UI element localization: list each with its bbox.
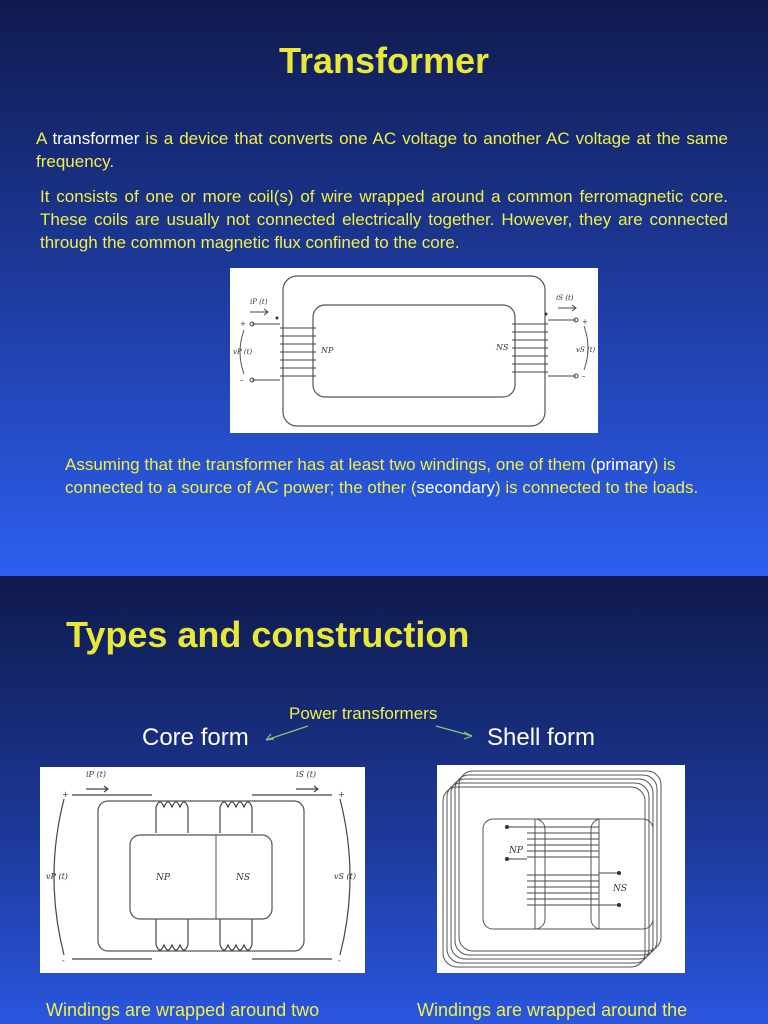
svg-text:+: + (240, 320, 246, 328)
shell-np-label: NP (509, 846, 523, 856)
core-np-label: NP (156, 873, 170, 883)
vp-label: vP (t) (233, 348, 253, 356)
svg-text:–: – (240, 376, 244, 384)
vs-label: vS (t) (576, 346, 596, 354)
core-inner (313, 305, 515, 397)
definition-keyword: transformer (52, 129, 140, 148)
transformer-diagram (230, 268, 598, 433)
core-ip-label: iP (t) (86, 770, 106, 779)
ip-label: iP (t) (250, 298, 268, 306)
svg-text:+: + (62, 790, 69, 799)
windings-text-a: Assuming that the transformer has at least two windings, one of them ( (65, 455, 597, 474)
shell-form-label: Shell form (487, 724, 596, 751)
shell-ns-label: NS (613, 884, 628, 894)
windings-text-b: ) is connected to a source of AC power; the other ( (65, 455, 676, 497)
definition-pre: A (36, 129, 53, 148)
svg-text:–: – (582, 372, 586, 380)
construction-paragraph: It consists of one or more coil(s) of wire wrapped around a common ferromagnetic core. These coils are usually not connected electrically together. However, they are connected through the common magnetic flux confined to the core. (40, 187, 728, 252)
core-form-label: Core form (142, 724, 249, 751)
core-vs-label: vS (t) (334, 872, 356, 881)
svg-text:+: + (582, 318, 588, 326)
svg-text:-: - (338, 956, 341, 965)
svg-text:+: + (338, 790, 345, 799)
definition-post: is a device that converts one AC voltage to another AC voltage at the same frequency. (36, 129, 729, 171)
windings-text-c: ) is connected to the loads. (494, 478, 699, 497)
core-is-label: iS (t) (296, 770, 317, 779)
left-arrow (266, 726, 308, 740)
shell-form-diagram (437, 765, 685, 973)
secondary-keyword: secondary (416, 478, 495, 497)
primary-keyword: primary (596, 455, 653, 474)
right-arrow (436, 726, 472, 736)
is-label: iS (t) (556, 294, 574, 302)
slide-title: Types and construction (66, 614, 470, 655)
slide-title: Transformer (278, 40, 490, 81)
power-transformers-label: Power transformers (289, 704, 438, 723)
arrows (258, 722, 478, 746)
shell-form-description: Windings are wrapped around the (417, 1000, 688, 1020)
primary-coil (252, 324, 316, 380)
ns-label: NS (496, 343, 509, 352)
core-form-diagram (40, 767, 365, 973)
slide-types-construction (0, 576, 768, 1024)
np-label: NP (321, 346, 334, 355)
secondary-coil (512, 320, 576, 376)
core-form-description: Windings are wrapped around two (46, 1000, 320, 1020)
windings-paragraph (65, 453, 705, 499)
core-vp-label: vP (t) (46, 872, 68, 881)
definition-paragraph (36, 127, 728, 173)
core-ns-label: NS (236, 873, 251, 883)
transformer-svg (230, 268, 598, 433)
svg-text:-: - (62, 956, 65, 965)
